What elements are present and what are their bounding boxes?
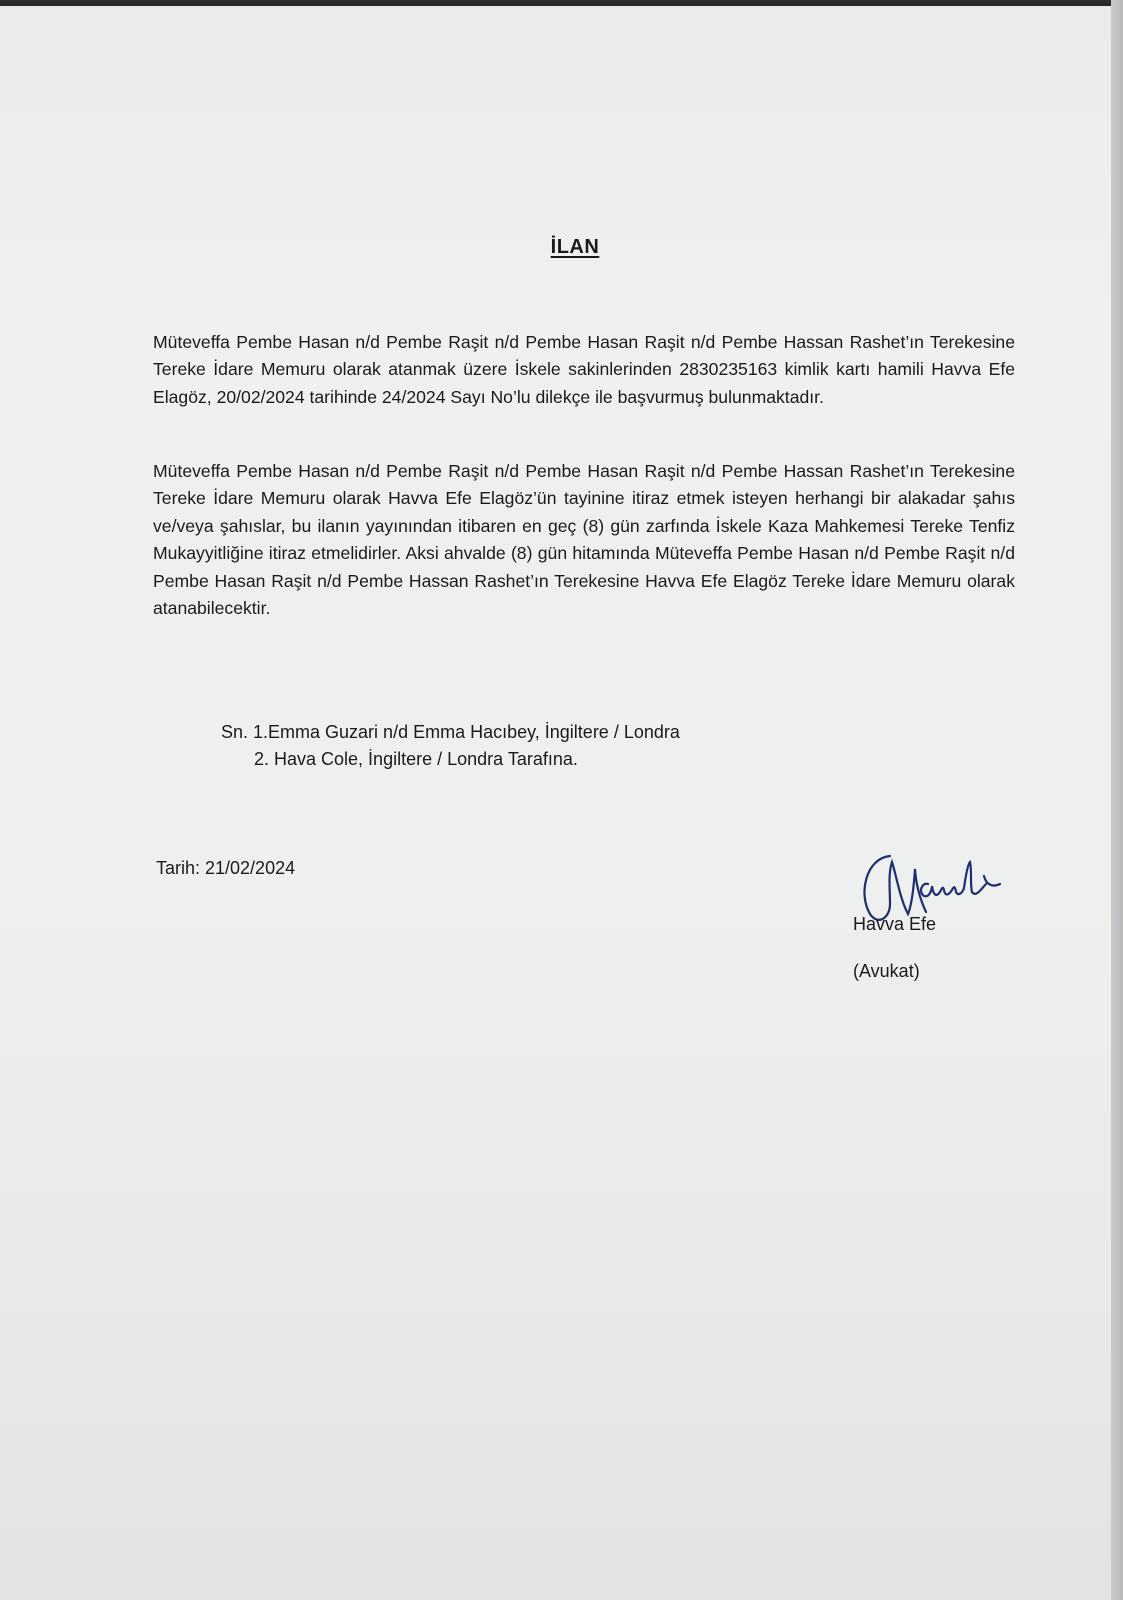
document-title [0,236,1123,259]
paragraph-application: Müteveffa Pembe Hasan n/d Pembe Raşit n/d Pembe Hasan Raşit n/d Pembe Hassan Rashet’ın Terekesine Tereke İdare Memuru olarak atanmak üzere İskele sakinlerinden 2830235163 kimlik kartı hamili Havva Efe Elagöz, 20/02/2024 tarihinde 24/2024 Sayı No’lu dilekçe ile başvurmuş bulunmaktadır. [153,332,1015,407]
document-date: Tarih: 21/02/2024 [156,858,296,878]
signatory-name: Havva Efe [853,914,937,934]
signatory-title: (Avukat) [853,961,920,981]
document-page [0,6,1112,1600]
recipient-line-2: 2. Hava Cole, İngiltere / Londra Tarafına. [254,749,578,769]
page-edge [1111,0,1123,1600]
recipient-line-1: Sn. 1.Emma Guzari n/d Emma Hacıbey, İngiltere / Londra [221,722,680,742]
title-text: İLAN [550,236,600,258]
recipients-block [221,719,680,773]
paragraph-objection-notice: Müteveffa Pembe Hasan n/d Pembe Raşit n/d Pembe Hasan Raşit n/d Pembe Hassan Rashet’ın Terekesine Tereke İdare Memuru olarak Havva Efe Elagöz’ün tayinine itiraz etmek isteyen herhangi bir alakadar şahıs ve/veya şahıslar, bu ilanın yayınından itibaren en geç (8) gün zarfında İskele Kaza Mahkemesi Tereke Tenfiz Mukayyitliğine itiraz etmelidirler. Aksi ahvalde (8) gün hitamında Müteveffa Pembe Hasan n/d Pembe Raşit n/d Pembe Hasan Raşit n/d Pembe Hassan Rashet’ın Terekesine Havva Efe Elagöz Tereke İdare Memuru olarak atanabilecektir. [153,461,1015,619]
